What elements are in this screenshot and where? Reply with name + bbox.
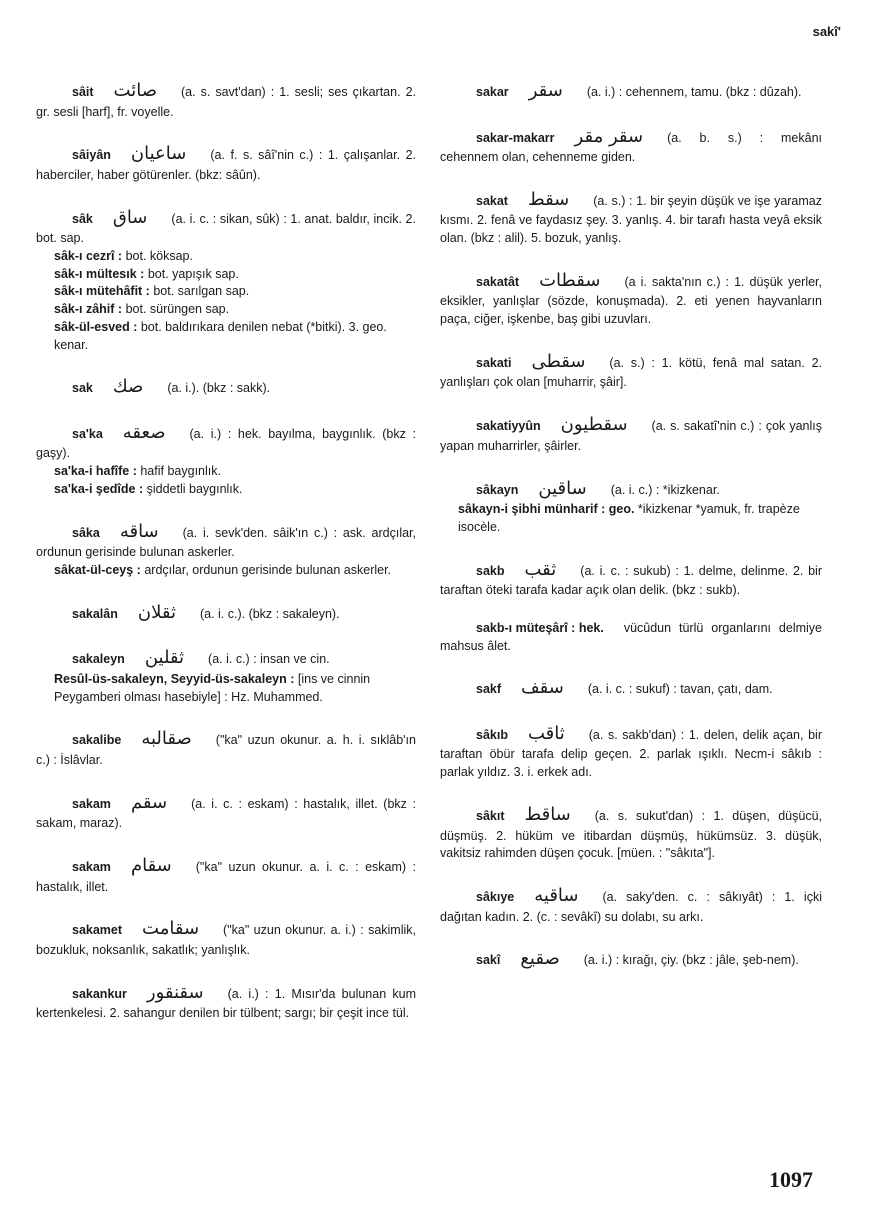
sub-entry: [458, 501, 822, 537]
headword: sakankur: [72, 986, 127, 1001]
sub-entry-head: sâk-ı cezrî :: [54, 248, 123, 263]
arabic-spelling: صعقه: [122, 421, 166, 443]
headword: sâkıt: [476, 808, 505, 823]
arabic-spelling: ساقيه: [534, 885, 579, 907]
headword: sakaleyn: [72, 652, 125, 667]
headword: sakam: [72, 859, 111, 874]
headword: sakalibe: [72, 733, 122, 748]
headword: sâk: [72, 211, 93, 226]
entry-head: [440, 124, 822, 167]
dictionary-entry: [440, 883, 822, 926]
entry-head: [440, 412, 822, 455]
entry-head: [36, 420, 416, 463]
headword: sâkayn: [476, 482, 519, 497]
sub-entry-definition: *ikizkenar *yamuk, fr. trapèze isocèle.: [458, 502, 800, 534]
definition: (a. i.) : hek. bayılma, baygınlık. (bkz : gaşy).: [36, 426, 416, 461]
dictionary-entry: [440, 721, 822, 782]
dictionary-entry: [440, 78, 822, 104]
dictionary-entry: [36, 78, 416, 121]
definition: (a i. sakta'nın c.) : 1. düşük yerler, eksikler, yanlışlar (sözde, konuşmada). 2. eti yenen hayvanların paça, ciğer, işkenbe, baş gibi uzuvları.: [440, 274, 822, 327]
headword: sâit: [72, 85, 94, 99]
arabic-spelling: سقنقور: [146, 981, 204, 1003]
definition: (a. i. c. : sukub) : 1. delme, delinme. 2. bir taraftan öteki tarafa kadar açık olan delik. (bkz : sukb).: [440, 563, 822, 598]
dictionary-entry: [36, 600, 416, 626]
definition: (a. i. c. : sukuf) : tavan, çatı, dam.: [587, 682, 773, 697]
arabic-spelling: ثاقب: [527, 722, 565, 744]
dictionary-entry: [36, 645, 416, 706]
entry-head: [440, 557, 822, 600]
entry-head: [36, 645, 416, 671]
dictionary-entry: [440, 412, 822, 455]
sub-entry-head: sâkat-ül-ceyş :: [54, 563, 141, 578]
definition: (a. i.) : cehennem, tamu. (bkz : dûzah).: [586, 85, 802, 99]
sub-entry-definition: hafif baygınlık.: [140, 464, 221, 479]
definition: (a. b. s.) : mekânı cehennem olan, cehenneme giden.: [440, 130, 822, 165]
headword: sakatiyyûn: [476, 419, 541, 434]
sub-entry-head: sâkayn-i şibhi münharif : geo.: [458, 502, 635, 517]
dictionary-entry: [440, 557, 822, 600]
headword: sakat: [476, 193, 508, 208]
dictionary-entry: [440, 620, 822, 656]
sub-entry: [54, 671, 416, 707]
definition: ("ka" uzun okunur. a. h. i. sıklâb'ın c.) : İslâvlar.: [36, 733, 416, 767]
definition: (a. saky'den. c. : sâkıyât) : 1. içki dağıtan kadın. 2. (c. : sevâkî) su dolabı, su arkı.: [440, 890, 822, 924]
dictionary-entry: [36, 916, 416, 959]
sub-entry-head: sâk-ı mütehâfit :: [54, 284, 150, 299]
arabic-spelling: صقالبه: [141, 728, 192, 750]
entry-head: [36, 374, 416, 400]
sub-entry-definition: şiddetli baygınlık.: [146, 481, 243, 496]
dictionary-entry: [440, 187, 822, 248]
definition: (a. i. c. : eskam) : hastalık, illet. (bkz : sakam, maraz).: [36, 796, 416, 831]
dictionary-entry: [440, 124, 822, 167]
dictionary-entry: [36, 519, 416, 580]
entry-head: [36, 141, 416, 184]
dictionary-entry: [36, 726, 416, 769]
sub-entry: [54, 463, 416, 481]
arabic-spelling: سقر مقر: [574, 125, 644, 147]
entry-head: [440, 802, 822, 863]
arabic-spelling: ساق: [112, 206, 148, 228]
definition: (a. i. c.) : *ikizkenar.: [610, 482, 720, 497]
sub-entry: [54, 319, 416, 355]
entry-head: [36, 790, 416, 833]
headword: sakamet: [72, 923, 123, 938]
right-column: [440, 78, 822, 992]
entry-head: [440, 187, 822, 248]
headword: sak: [72, 381, 93, 396]
headword: sakatât: [476, 274, 520, 289]
definition: (a. s. savt'dan) : 1. sesli; ses çıkartan. 2. gr. sesli [harf], fr. voyelle.: [36, 85, 416, 119]
headword: sakî: [476, 953, 501, 968]
headword: sâiyân: [72, 148, 111, 163]
sub-entry-head: Resûl-üs-sakaleyn, Seyyid-üs-sakaleyn :: [54, 671, 295, 686]
sub-entry: [54, 481, 416, 499]
dictionary-entry: [440, 268, 822, 329]
sub-entry-head: sa'ka-i şedîde :: [54, 481, 144, 496]
arabic-spelling: سقامت: [142, 918, 200, 940]
arabic-spelling: سقطات: [539, 269, 601, 291]
headword: sakar: [476, 85, 509, 99]
entry-head: [440, 476, 822, 502]
sub-entry-definition: bot. sarılgan sap.: [153, 284, 250, 299]
arabic-spelling: سقطيون: [560, 414, 628, 436]
entry-head: [36, 519, 416, 562]
headword: sakati: [476, 355, 512, 370]
headword: sâkıb: [476, 727, 508, 742]
definition: ("ka" uzun okunur. a. i.) : sakimlik, bozukluk, noksanlık, sakatlık; yanlışlık.: [36, 923, 416, 957]
arabic-spelling: ساقه: [119, 520, 159, 542]
definition: (a. i.) : 1. Mısır'da bulunan kum kertenkelesi. 2. sahangur denilen bir tülbent; sargı; bir çeşit ince tül.: [36, 986, 416, 1021]
arabic-spelling: ثقلين: [144, 647, 185, 669]
dictionary-entry: [36, 853, 416, 896]
definition: (a. i. c.) : insan ve cin.: [208, 652, 330, 667]
sub-entry-definition: bot. köksap.: [125, 248, 193, 263]
dictionary-entry: [440, 476, 822, 537]
definition: (a. s.) : 1. bir şeyin düşük ve işe yaramaz kısmı. 2. fenâ ve faydasız şey. 3. yanlış. 4. bir tarafı hasta veyâ eksik olan. (bkz : alil). 5. bozuk, yanlış.: [440, 193, 822, 246]
arabic-spelling: سقام: [130, 854, 172, 876]
entry-head: [440, 675, 822, 701]
headword: sakb-ı müteşârî : hek.: [476, 620, 604, 635]
sub-entry: [54, 301, 416, 319]
definition: ("ka" uzun okunur. a. i. c. : eskam) : hastalık, illet.: [36, 859, 416, 894]
arabic-spelling: ساقط: [524, 803, 571, 825]
entry-head: [36, 205, 416, 248]
arabic-spelling: سقم: [130, 791, 168, 813]
headword: sakb: [476, 563, 505, 578]
entry-head: [36, 600, 416, 626]
sub-entry-definition: bot. yapışık sap.: [147, 266, 239, 281]
arabic-spelling: صائت: [113, 80, 157, 101]
left-column: [36, 78, 416, 1043]
entry-head: [440, 268, 822, 329]
dictionary-entry: [440, 946, 822, 972]
dictionary-entry: [440, 802, 822, 863]
dictionary-entry: [36, 141, 416, 184]
headword: sakalân: [72, 606, 118, 621]
entry-head: [440, 721, 822, 782]
definition: (a. i. c.). (bkz : sakaleyn).: [199, 606, 340, 621]
arabic-spelling: ثقلان: [137, 601, 176, 623]
sub-entry-head: sâk-ı mültesık :: [54, 266, 145, 281]
dictionary-entry: [36, 790, 416, 833]
headword: sâkıye: [476, 890, 515, 905]
sub-entry: [54, 248, 416, 266]
dictionary-entry: [36, 980, 416, 1023]
arabic-spelling: سقط: [527, 188, 570, 210]
arabic-spelling: سقف: [521, 677, 564, 699]
entry-head: [36, 78, 416, 121]
definition: vücûdun türlü organlarını delmiye mahsus âlet.: [440, 620, 822, 653]
headword: sakam: [72, 796, 111, 811]
arabic-spelling: صقيع: [520, 948, 560, 970]
sub-entry-definition: [ins ve cinnin Peygamberi olması hasebiyle] : Hz. Muhammed.: [54, 671, 371, 704]
dictionary-entry: [440, 675, 822, 701]
dictionary-entry: [36, 205, 416, 355]
definition: (a. i.). (bkz : sakk).: [167, 381, 271, 396]
arabic-spelling: ثقب: [524, 558, 557, 580]
headword: sâka: [72, 525, 100, 540]
sub-entry: [54, 283, 416, 301]
dictionary-entry: [36, 420, 416, 499]
running-head: sakî': [812, 24, 841, 39]
entry-head: [440, 883, 822, 926]
sub-entry-definition: bot. sürüngen sap.: [125, 302, 230, 317]
entry-head: [440, 78, 822, 104]
sub-entry-definition: ardçılar, ordunun gerisinde bulunan askerler.: [144, 563, 392, 578]
headword: sa'ka: [72, 426, 103, 441]
sub-entry-head: sa'ka-i hafîfe :: [54, 464, 137, 479]
sub-entry-definition: bot. baldırıkara denilen nebat (*bitki). 3. geo. kenar.: [54, 319, 387, 352]
definition: (a. i. c. : sikan, sûk) : 1. anat. baldır, incik. 2. bot. sap.: [36, 211, 416, 246]
dictionary-entry: [440, 349, 822, 392]
entry-head: [36, 980, 416, 1023]
entry-head: [36, 853, 416, 896]
headword: sakar-makarr: [476, 130, 555, 145]
sub-entry: [54, 562, 416, 580]
entry-head: [440, 349, 822, 392]
definition: (a. i.) : kırağı, çiy. (bkz : jâle, şeb-nem).: [583, 953, 799, 968]
arabic-spelling: سقطی: [531, 350, 586, 372]
definition: (a. s. sukut'dan) : 1. düşen, düşücü, düşmüş. 2. hüküm ve itibardan düşmüş, hükümsüz. 3. düşük, vakitsiz rahimden düşen çocuk. [müen. : "sâkıta"].: [440, 808, 822, 861]
arabic-spelling: ساقين: [538, 477, 587, 499]
page-number: 1097: [769, 1167, 813, 1192]
sub-entry-head: sâk-ı zâhif :: [54, 302, 123, 317]
definition: (a. f. s. sâî'nin c.) : 1. çalışanlar. 2. haberciler, haber götürenler. (bkz: sâûn).: [36, 148, 416, 182]
entry-head: [440, 946, 822, 972]
dictionary-entry: [36, 374, 416, 400]
arabic-spelling: سقر: [528, 80, 563, 101]
headword: sakf: [476, 682, 502, 697]
arabic-spelling: صك: [112, 376, 144, 398]
entry-head: [440, 620, 822, 656]
sub-entry-head: sâk-ül-esved :: [54, 319, 138, 334]
definition: (a. s. sakb'dan) : 1. delen, delik açan, bir taraftan öbür tarafa delip geçen. 2. parlak ışıklı. Necm-i sâkıb : parlak yıldız. 3. i. erkek adı.: [440, 727, 822, 780]
entry-head: [36, 916, 416, 959]
definition: (a. s. sakatî'nin c.) : çok yanlış yapan muharrirler, şâirler.: [440, 419, 822, 453]
arabic-spelling: ساعيان: [130, 143, 187, 165]
definition: (a. s.) : 1. kötü, fenâ mal satan. 2. yanlışları çok olan [muharrir, şâir].: [440, 355, 822, 390]
definition: (a. i. sevk'den. sâik'ın c.) : ask. ardçılar, ordunun gerisinde bulunan askerler.: [36, 525, 416, 560]
sub-entry: [54, 266, 416, 284]
entry-head: [36, 726, 416, 769]
